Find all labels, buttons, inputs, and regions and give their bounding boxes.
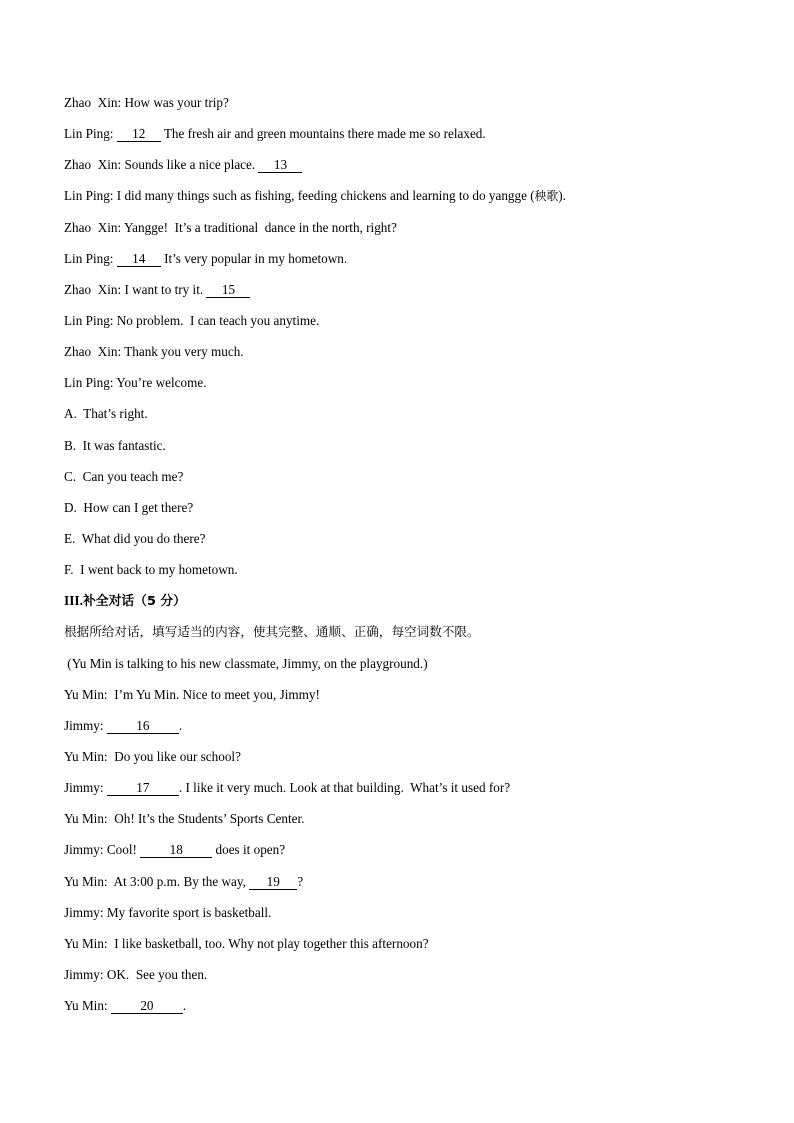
- dialogue-line: Yu Min: 20 .: [64, 998, 187, 1014]
- dialogue-line: Lin Ping: I did many things such as fishing, feeding chickens and learning to do yangge (秧歌).: [64, 188, 566, 204]
- speaker-label: Jimmy:: [64, 780, 104, 796]
- option-e: E. What did you do there?: [64, 530, 206, 546]
- worksheet-page: [64, 89, 744, 1023]
- dialogue-line: Lin Ping: No problem. I can teach you anytime.: [64, 312, 320, 328]
- answer-blank-18[interactable]: 18: [140, 843, 212, 858]
- dialogue-line: Jimmy: 17 . I like it very much. Look at that building. What’s it used for?: [64, 780, 511, 796]
- speaker-label: Jimmy:: [64, 842, 104, 858]
- speaker-label: Yu Min:: [64, 686, 108, 702]
- dialogue-line: Zhao Xin: I want to try it. 15: [64, 276, 744, 307]
- dialogue-line: Zhao Xin: Sounds like a nice place. 13: [64, 151, 744, 182]
- speaker-label: Yu Min:: [64, 811, 108, 827]
- speaker-label: Lin Ping:: [64, 126, 114, 142]
- dialogue-line: Yu Min: Do you like our school?: [64, 748, 241, 764]
- answer-blank-14[interactable]: 14: [117, 252, 161, 267]
- speaker-label: Jimmy:: [64, 966, 104, 982]
- dialogue-line: Jimmy: 16 .: [64, 717, 183, 733]
- section-heading: III.补全对话（5 分）: [64, 593, 186, 610]
- speaker-label: Lin Ping:: [64, 375, 114, 391]
- dialogue-line: Yu Min: I’m Yu Min. Nice to meet you, Jimmy!: [64, 686, 320, 702]
- answer-blank-12[interactable]: 12: [117, 127, 161, 142]
- option-f: F. I went back to my hometown.: [64, 562, 238, 578]
- speaker-label: Jimmy:: [64, 717, 104, 733]
- speaker-label: Lin Ping:: [64, 188, 114, 204]
- yangge-chinese: 秧歌: [534, 189, 559, 204]
- option-c: C. Can you teach me?: [64, 468, 184, 484]
- dialogue-line: Lin Ping: 12 The fresh air and green mountains there made me so relaxed.: [64, 126, 486, 142]
- speaker-label: Yu Min:: [64, 873, 108, 889]
- dialogue-line: Lin Ping: You’re welcome.: [64, 375, 207, 391]
- section-instruction: 根据所给对话，填写适当的内容，使其完整、通顺、正确，每空词数不限。: [64, 624, 480, 640]
- dialogue-line: Zhao Xin: Thank you very much.: [64, 344, 244, 360]
- dialogue-line: Jimmy: Cool! 18 does it open?: [64, 842, 286, 858]
- dialogue-line: Yu Min: I like basketball, too. Why not play together this afternoon?: [64, 935, 429, 951]
- dialogue-context: (Yu Min is talking to his new classmate, Jimmy, on the playground.): [64, 655, 428, 671]
- speaker-label: Yu Min:: [64, 998, 108, 1014]
- speaker-label: Lin Ping:: [64, 250, 114, 266]
- option-d: D. How can I get there?: [64, 499, 194, 515]
- dialogue-line: Lin Ping: 14 It’s very popular in my hometown.: [64, 250, 348, 266]
- speaker-label: Zhao Xin:: [64, 95, 122, 110]
- speaker-label: Zhao Xin:: [64, 281, 122, 297]
- speaker-label: Zhao Xin:: [64, 219, 122, 235]
- dialogue-line: Yu Min: At 3:00 p.m. By the way, 19 ?: [64, 873, 304, 889]
- speaker-label: Yu Min:: [64, 748, 108, 764]
- speaker-label: Yu Min:: [64, 935, 108, 951]
- option-b: B. It was fantastic.: [64, 437, 166, 453]
- speaker-label: Zhao Xin:: [64, 157, 122, 173]
- answer-blank-19[interactable]: 19: [249, 875, 297, 890]
- dialogue-line: Jimmy: My favorite sport is basketball.: [64, 904, 272, 920]
- dialogue-line: Yu Min: Oh! It’s the Students’ Sports Center.: [64, 811, 305, 827]
- answer-blank-17[interactable]: 17: [107, 781, 179, 796]
- answer-blank-20[interactable]: 20: [111, 999, 183, 1014]
- speaker-label: Jimmy:: [64, 904, 104, 920]
- speaker-label: Zhao Xin:: [64, 344, 122, 360]
- dialogue-line: Zhao Xin: How was your trip?: [64, 95, 229, 110]
- speaker-label: Lin Ping:: [64, 312, 114, 328]
- answer-blank-16[interactable]: 16: [107, 719, 179, 734]
- answer-blank-15[interactable]: 15: [206, 283, 250, 298]
- answer-blank-13[interactable]: 13: [258, 158, 302, 173]
- option-a: A. That’s right.: [64, 406, 148, 422]
- dialogue-line: Jimmy: OK. See you then.: [64, 966, 208, 982]
- dialogue-line: Zhao Xin: Yangge! It’s a traditional dance in the north, right?: [64, 219, 397, 235]
